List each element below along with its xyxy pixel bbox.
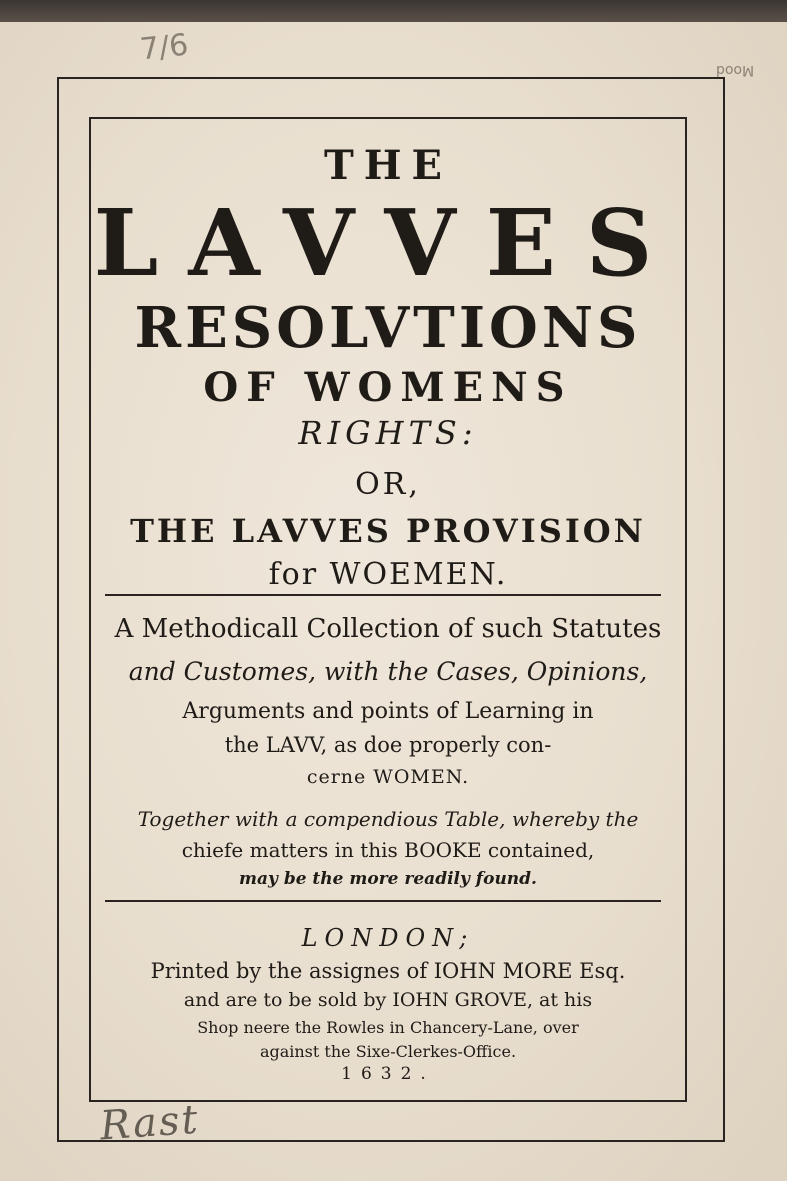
imprint-line: Shop neere the Rowles in Chancery-Lane, over	[197, 1018, 579, 1037]
description-line: A Methodicall Collection of such Statutes	[114, 614, 662, 644]
title-provision: THE LAVVES PROVISION	[130, 512, 646, 550]
book-page	[0, 22, 787, 1181]
imprint-year: 1632.	[341, 1064, 435, 1084]
imprint-line: and are to be sold by IOHN GROVE, at his	[183, 989, 593, 1011]
description-line: and Customes, with the Cases, Opinions,	[128, 657, 648, 686]
table-note-line: Together with a compendious Table, whereby the	[137, 807, 639, 831]
title-rights: RIGHTS:	[298, 414, 478, 452]
divider-rule	[105, 594, 661, 596]
pencil-note-top: 7/6	[138, 27, 190, 68]
title-or: OR,	[355, 467, 421, 502]
pencil-note-margin: Mood	[716, 62, 755, 78]
title-of-womens: OF WOMENS	[203, 364, 573, 411]
title-for-women: for WOEMEN.	[268, 557, 508, 592]
imprint-line: against the Sixe-Clerkes-Office.	[259, 1042, 517, 1061]
title-lavves: LAVVES	[93, 189, 683, 297]
divider-rule	[105, 900, 661, 902]
table-note-line: may be the more readily found.	[239, 869, 537, 889]
description-line: cerne WOMEN.	[306, 766, 470, 788]
description-line: Arguments and points of Learning in	[182, 699, 594, 724]
table-note-line: chiefe matters in this BOOKE contained,	[181, 838, 595, 862]
dark-edge	[0, 0, 787, 22]
description-line: the LAVV, as doe properly con-	[224, 733, 552, 757]
imprint-city: LONDON;	[301, 924, 475, 952]
imprint-line: Printed by the assignes of IOHN MORE Esq.	[150, 959, 626, 983]
title-the: THE	[323, 142, 453, 189]
title-resolutions: RESOLVTIONS	[134, 295, 642, 361]
handwritten-signature: Rast	[98, 1096, 201, 1150]
